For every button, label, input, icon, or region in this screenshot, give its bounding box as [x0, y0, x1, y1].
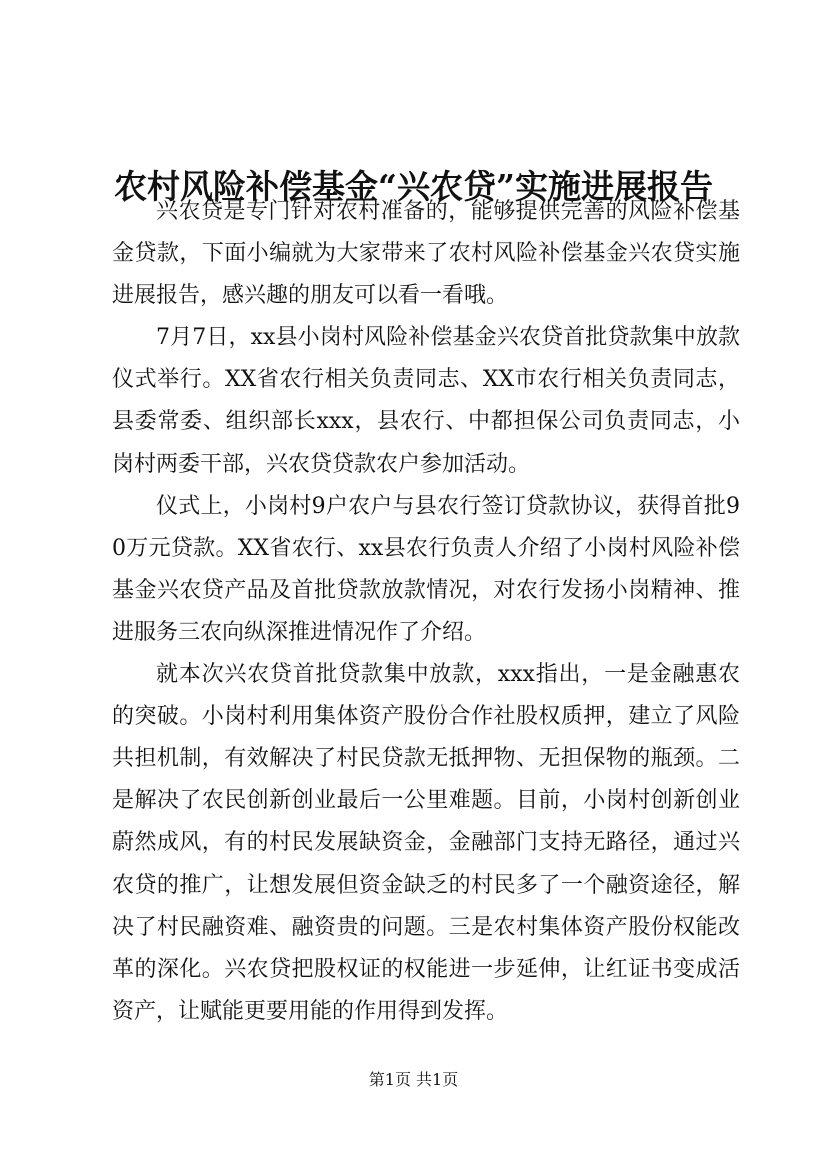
- page-number: 第1页 共1页: [368, 1070, 459, 1089]
- document-title: 农村风险补偿基金“兴农贷”实施进展报告: [114, 167, 713, 207]
- paragraph-ceremony: 7月7日，xx县小岗村风险补偿基金兴农贷首批贷款集中放款仪式举行。XX省农行相关负责同志、XX市农行相关负责同志，县委常委、组织部长xxx，县农行、中都担保公司负责同志，小岗村两委干部，兴农贷贷款农户参加活动。: [112, 325, 740, 477]
- paragraph-remarks: 就本次兴农贷首批贷款集中放款，xxx指出，一是金融惠农的突破。小岗村利用集体资产股份合作社股权质押，建立了风险共担机制，有效解决了村民贷款无抵押物、无担保物的瓶颈。二是解决了农民创新创业最后一公里难题。目前，小岗村创新创业蔚然成风，有的村民发展缺资金，金融部门支持无路径，通过兴农贷的推广，让想发展但资金缺乏的村民多了一个融资途径，解决了村民融资难、融资贵的问题。三是农村集体资产股份权能改革的深化。兴农贷把股权证的权能进一步延伸，让红证书变成活资产，让赋能更要用能的作用得到发挥。: [112, 662, 740, 1024]
- paragraph-intro: 兴农贷是专门针对农村准备的，能够提供完善的风险补偿基金贷款，下面小编就为大家带来了农村风险补偿基金兴农贷实施进展报告，感兴趣的朋友可以看一看哦。: [112, 199, 740, 309]
- paragraph-signing: 仪式上，小岗村9户农户与县农行签订贷款协议，获得首批90万元贷款。XX省农行、xx县农行负责人介绍了小岗村风险补偿基金兴农贷产品及首批贷款放款情况，对农行发扬小岗精神、推进服务三农向纵深推进情况作了介绍。: [112, 493, 740, 645]
- document-body: [112, 191, 740, 1033]
